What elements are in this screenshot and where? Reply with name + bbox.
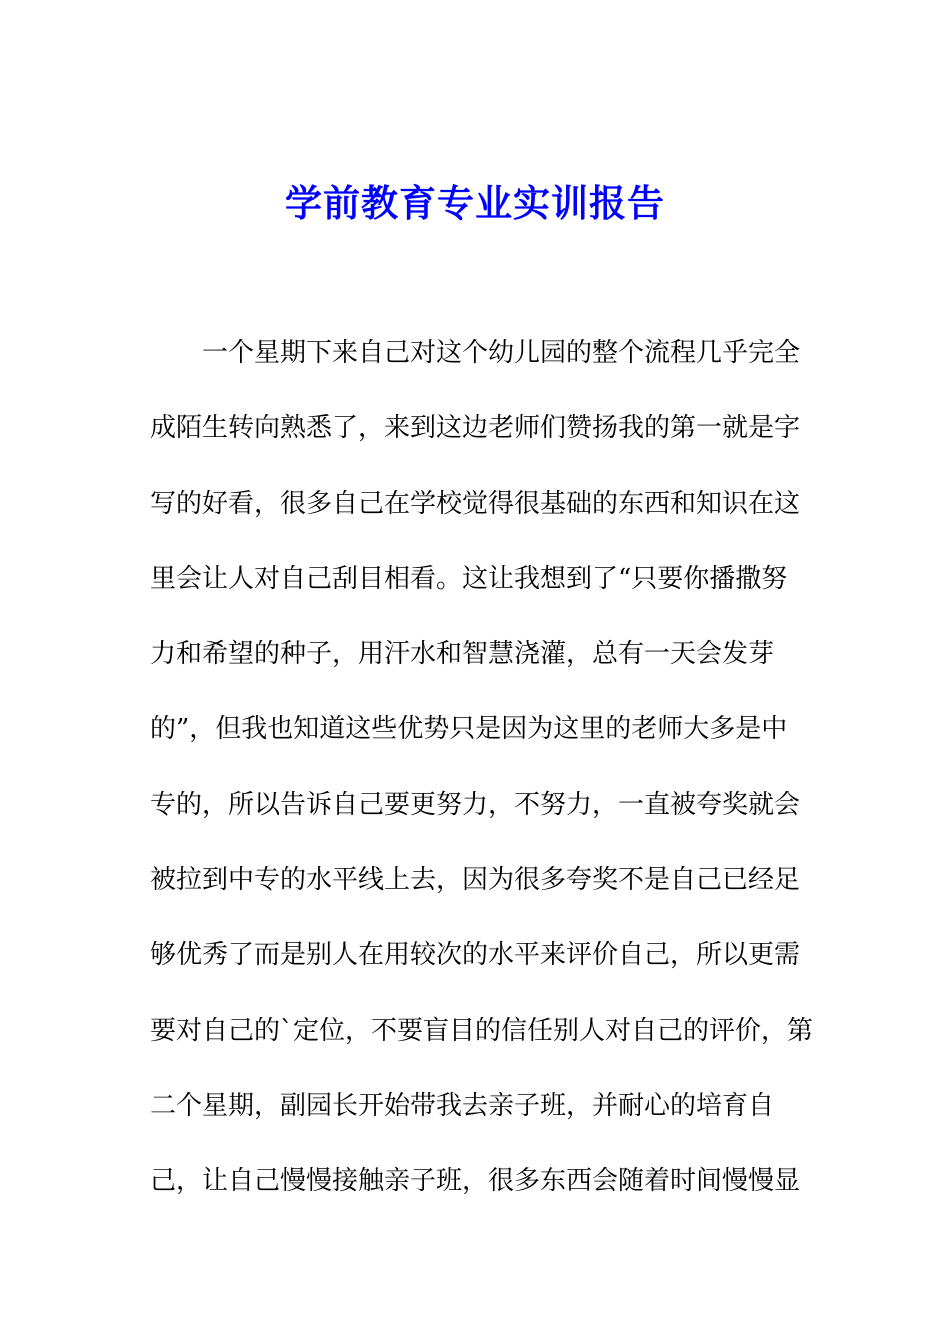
- document-body: [150, 328, 814, 1232]
- paragraph-line: 够优秀了而是别人在用较次的水平来评价自己，所以更需: [150, 940, 801, 971]
- paragraph-line: 写的好看，很多自己在学校觉得很基础的东西和知识在这: [150, 488, 801, 519]
- paragraph-line: 的”，但我也知道这些优势只是因为这里的老师大多是中: [150, 714, 788, 745]
- paragraph-line: 专的，所以告诉自己要更努力，不努力，一直被夸奖就会: [150, 789, 801, 820]
- document-title: 学前教育专业实训报告: [285, 181, 665, 225]
- paragraph-line: 被拉到中专的水平线上去，因为很多夸奖不是自己已经足: [150, 865, 801, 896]
- paragraph-line: 里会让人对自己刮目相看。这让我想到了“只要你播撒努: [150, 563, 788, 594]
- paragraph-line: 一个星期下来自己对这个幼儿园的整个流程几乎完全: [202, 338, 801, 368]
- paragraph-line: 成陌生转向熟悉了，来到这边老师们赞扬我的第一就是字: [150, 413, 801, 444]
- paragraph-line: 力和希望的种子，用汗水和智慧浇灌，总有一天会发芽: [150, 639, 775, 670]
- paragraph-line: 二个星期，副园长开始带我去亲子班，并耐心的培育自: [150, 1090, 775, 1121]
- paragraph-line: 要对自己的`定位，不要盲目的信任别人对自己的评价，第: [150, 1015, 814, 1046]
- paragraph-line: 己，让自己慢慢接触亲子班，很多东西会随着时间慢慢显: [150, 1166, 801, 1197]
